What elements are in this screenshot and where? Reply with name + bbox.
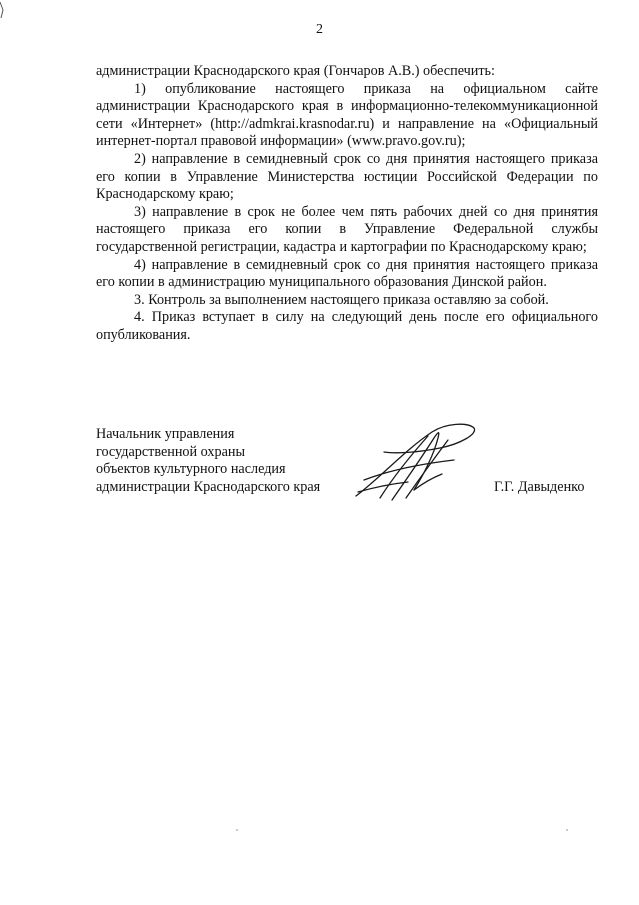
body-paragraph-effective: 4. Приказ вступает в силу на следующий день после его официального опубликования. [96,309,598,343]
scan-edge-mark [0,0,6,24]
document-body [96,63,598,345]
body-paragraph-control: 3. Контроль за выполнением настоящего приказа оставляю за собой. [134,291,549,308]
signatory-title-line: администрации Краснодарского края [96,478,321,495]
body-paragraph-intro: администрации Краснодарского края (Гончаров А.В.) обеспечить: [96,63,495,79]
signer-name: Г.Г. Давыденко [494,479,585,495]
signatory-title-line: объектов культурного наследия [96,461,286,478]
scan-speck [236,829,238,831]
signatory-title-line: государственной охраны [96,443,246,460]
handwritten-signature [350,418,480,508]
signatory-title [96,426,356,496]
page-number: 2 [316,22,323,37]
body-paragraph-item-1: 1) опубликование настоящего приказа на официальном сайте администрации Краснодарского края в информационно-телекоммуникационной сети «Интернет» (http://admkrai.krasnodar.ru) и направление на «Официальный интернет-портал правовой информации» (www.pravo.gov.ru); [96,80,598,150]
signatory-title-line: Начальник управления [96,426,235,442]
body-paragraph-item-2: 2) направление в семидневный срок со дня принятия настоящего приказа его копии в Управление Министерства юстиции Российской Федерации по Краснодарскому краю; [96,150,598,203]
scan-speck [566,829,568,831]
body-paragraph-item-4: 4) направление в семидневный срок со дня принятия настоящего приказа его копии в администрацию муниципального образования Динской район. [96,256,598,291]
body-paragraph-item-3: 3) направление в срок не более чем пять рабочих дней со дня принятия настоящего приказа его копии в Управление Федеральной службы государственной регистрации, кадастра и картографии по Краснодарскому краю; [96,203,598,255]
